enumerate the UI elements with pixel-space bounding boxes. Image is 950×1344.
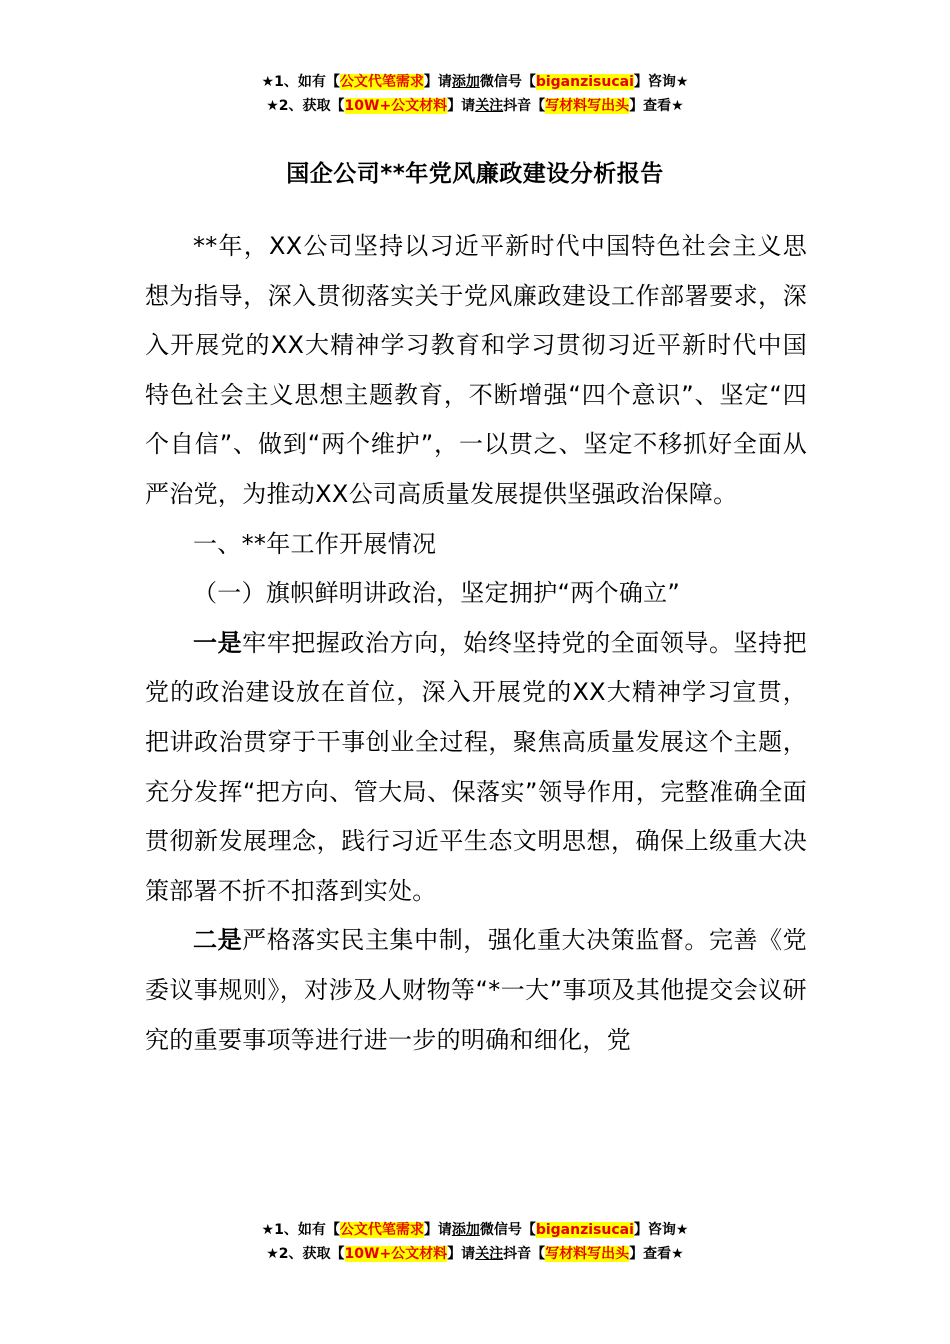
subsection-heading: （一）旗帜鲜明讲政治，坚定拥护“两个确立” (193, 579, 681, 608)
notice-line-1: ★1、如有【公文代笔需求】请添加微信号【biganzisucai】咨询★ (261, 1222, 689, 1238)
point-1-lead: 一是 (193, 628, 243, 657)
highlight-wechat-id: biganzisucai (535, 1222, 634, 1238)
paragraph-point-2: 二是严格落实民主集中制，强化重大决策监督。完善《党委议事规则》，对涉及人财物等“*一大”事项及其他提交会议研究的重要事项等进行进一步的明确和细化，党 (145, 926, 807, 1054)
document-body (145, 222, 807, 1065)
paragraph-point-1: 一是牢牢把握政治方向，始终坚持党的全面领导。坚持把党的政治建设放在首位，深入开展党的XX大精神学习宣贯，把讲政治贯穿于干事创业全过程，聚焦高质量发展这个主题，充分发挥“把方向、管大局、保落实”领导作用，完整准确全面贯彻新发展理念，践行习近平生态文明思想，确保上级重大决策部署不折不扣落到实处。 (145, 628, 807, 905)
highlight-materials: 10W+公文材料 (344, 98, 448, 114)
notice-line-1: ★1、如有【公文代笔需求】请添加微信号【biganzisucai】咨询★ (261, 74, 689, 90)
header-notice-banner (0, 70, 950, 118)
intro-paragraph: **年，XX公司坚持以习近平新时代中国特色社会主义思想为指导，深入贯彻落实关于党风廉政建设工作部署要求，深入开展党的XX大精神学习教育和学习贯彻习近平新时代中国特色社会主义思想主题教育，不断增强“四个意识”、坚定“四个自信”、做到“两个维护”，一以贯之、坚定不移抓好全面从严治党，为推动XX公司高质量发展提供坚强政治保障。 (145, 232, 807, 508)
highlight-service: 公文代笔需求 (339, 1222, 424, 1238)
highlight-service: 公文代笔需求 (339, 74, 424, 90)
notice-line-2: ★2、获取【10W+公文材料】请关注抖音【写材料写出头】查看★ (266, 1246, 684, 1262)
point-2-lead: 二是 (193, 926, 243, 955)
document-title: 国企公司**年党风廉政建设分析报告 (286, 161, 664, 187)
highlight-douyin: 写材料写出头 (545, 98, 630, 114)
notice-line-2: ★2、获取【10W+公文材料】请关注抖音【写材料写出头】查看★ (266, 98, 684, 114)
highlight-douyin: 写材料写出头 (545, 1246, 630, 1262)
footer-notice-banner (0, 1218, 950, 1266)
highlight-wechat-id: biganzisucai (535, 74, 634, 90)
section-heading: 一、**年工作开展情况 (193, 529, 437, 558)
highlight-materials: 10W+公文材料 (344, 1246, 448, 1262)
